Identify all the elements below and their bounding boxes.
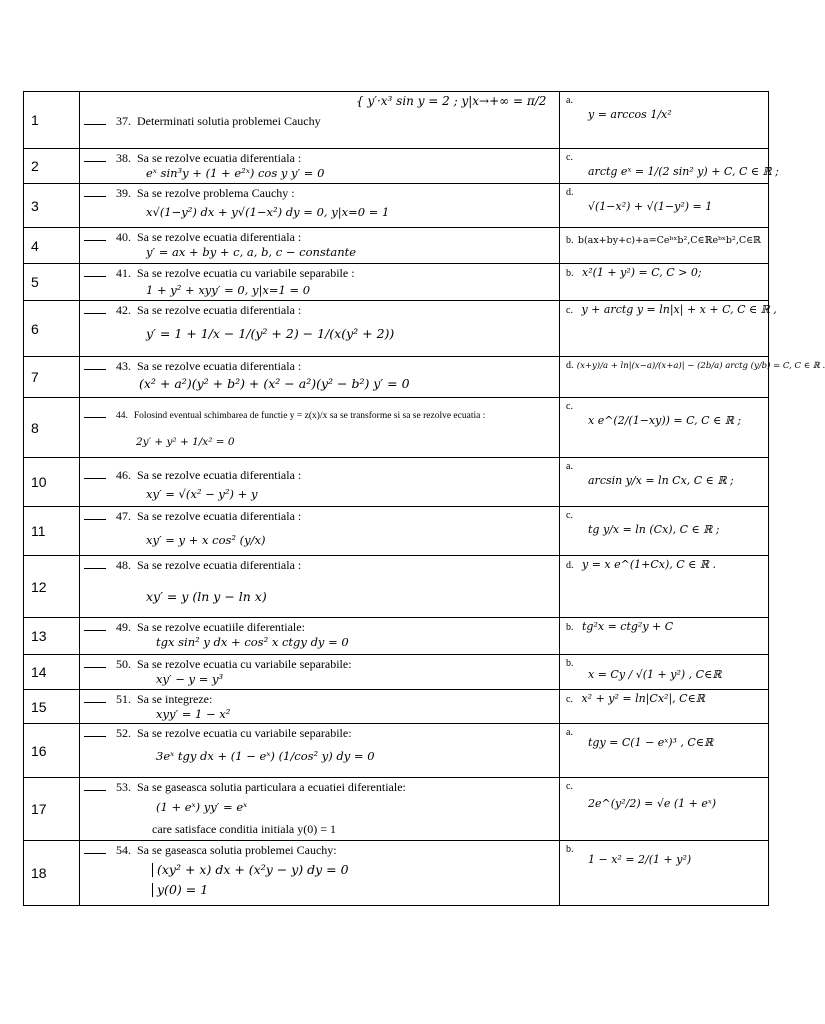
answer-cell <box>560 655 769 690</box>
problem-formula: y′ = ax + by + c, a, b, c − constante <box>146 245 357 259</box>
row-number: 11 <box>24 507 80 556</box>
row-number: 5 <box>24 264 80 301</box>
table-row <box>24 184 769 228</box>
answer-letter: a. <box>566 461 573 472</box>
problem-cell <box>80 690 560 724</box>
problem-text: Sa se rezolve ecuatia diferentiala : <box>137 151 302 165</box>
answer-blank[interactable] <box>84 621 106 631</box>
answer-blank[interactable] <box>84 844 106 854</box>
problem-text: Sa se gaseasca solutia particulara a ecuatiei diferentiale: <box>137 780 406 794</box>
problem-cell <box>80 149 560 184</box>
answer-letter: b. <box>566 844 574 855</box>
table-row <box>24 724 769 778</box>
problem-formula: xy′ = y (ln y − ln x) <box>146 589 267 604</box>
row-number: 1 <box>24 92 80 149</box>
problem-number: 52. <box>116 726 131 740</box>
problem-number: 37. <box>116 114 131 128</box>
problem-cell <box>80 618 560 655</box>
problem-formula: 2y′ + y² + 1/x² = 0 <box>136 436 235 448</box>
answer-cell <box>560 841 769 906</box>
problem-text: Sa se rezolve ecuatia diferentiala : <box>137 303 302 317</box>
row-number: 18 <box>24 841 80 906</box>
problem-cell <box>80 556 560 618</box>
problem-text: Sa se rezolve ecuatia diferentiala : <box>137 558 302 572</box>
problem-formula: (x² + a²)(y² + b²) + (x² − a²)(y² − b²) y′ = 0 <box>139 376 410 391</box>
problem-number: 43. <box>116 359 131 373</box>
answer-letter: d. <box>566 360 574 371</box>
problem-cell <box>80 398 560 458</box>
answer-cell <box>560 778 769 841</box>
answer-cell <box>560 507 769 556</box>
answer-blank[interactable] <box>84 360 106 370</box>
answer-letter: c. <box>566 694 573 705</box>
problem-number: 53. <box>116 780 131 794</box>
row-number: 4 <box>24 228 80 264</box>
problem-cell <box>80 301 560 357</box>
problem-cell <box>80 778 560 841</box>
answer-formula: tg y/x = ln (Cx), C ∈ ℝ ; <box>588 523 720 536</box>
answer-formula: 1 − x² = 2/(1 + y²) <box>588 853 692 866</box>
table-row <box>24 398 769 458</box>
row-number: 15 <box>24 690 80 724</box>
problem-formula: xyy′ = 1 − x² <box>156 707 231 721</box>
problem-number: 49. <box>116 620 131 634</box>
answer-formula: 2e^(y²/2) = √e (1 + eˣ) <box>588 797 717 810</box>
problem-text: Sa se gaseasca solutia problemei Cauchy: <box>137 843 337 857</box>
table-row <box>24 556 769 618</box>
answer-cell <box>560 458 769 507</box>
answer-letter: c. <box>566 305 573 316</box>
problem-text: Sa se rezolve ecuatiile diferentiale: <box>137 620 305 634</box>
table-row <box>24 357 769 398</box>
problem-formula: eˣ sin³y + (1 + e²ˣ) cos y y′ = 0 <box>146 166 325 180</box>
row-number: 2 <box>24 149 80 184</box>
table-row <box>24 778 769 841</box>
answer-cell <box>560 228 769 264</box>
answer-formula: y = arccos 1/x² <box>588 108 672 121</box>
problem-formula: xy′ = y + x cos² (y/x) <box>146 533 266 547</box>
answer-cell <box>560 301 777 357</box>
answer-cell <box>560 92 769 149</box>
table-row <box>24 264 769 301</box>
problem-cell <box>80 357 560 398</box>
table-row <box>24 841 769 906</box>
problem-text: Folosind eventual schimbarea de functie y = z(x)/x sa se transforme si sa se rezolve ecuatia : <box>133 411 486 421</box>
exercise-sheet <box>23 91 825 906</box>
problem-number: 40. <box>116 230 131 244</box>
answer-formula: x² + y² = ln|Cx²|, C∈ℝ <box>581 692 705 705</box>
answer-letter: c. <box>566 781 573 792</box>
answer-blank[interactable] <box>84 115 106 125</box>
problem-formula: xy′ = √(x² − y²) + y <box>146 487 258 501</box>
problem-formula: { y′·x³ sin y = 2 ; y|x→+∞ = π/2 <box>356 94 547 108</box>
answer-letter: a. <box>566 95 573 106</box>
problem-formula: 3eˣ tgy dx + (1 − eˣ) (1/cos² y) dy = 0 <box>156 749 375 763</box>
answer-formula: y + arctg y = ln|x| + x + C, C ∈ ℝ , <box>581 303 777 316</box>
answer-blank[interactable] <box>84 658 106 668</box>
answer-blank[interactable] <box>84 267 106 277</box>
answer-cell <box>560 724 769 778</box>
problem-number: 39. <box>116 186 131 200</box>
answer-blank[interactable] <box>84 693 106 703</box>
answer-formula: arctg eˣ = 1/(2 sin² y) + C, C ∈ ℝ ; <box>588 165 779 178</box>
row-number: 12 <box>24 556 80 618</box>
answer-blank[interactable] <box>84 304 106 314</box>
row-number: 6 <box>24 301 80 357</box>
problem-initial-condition: y(0) = 1 <box>152 883 556 897</box>
answer-cell <box>560 264 769 301</box>
problem-text: Sa se rezolve ecuatia diferentiala : <box>137 509 302 523</box>
answer-formula: tgy = C(1 − eˣ)³ , C∈ℝ <box>588 736 714 749</box>
table-row <box>24 92 769 149</box>
answer-letter: c. <box>566 510 573 521</box>
problem-text: Determinati solutia problemei Cauchy <box>137 114 321 128</box>
answer-formula: x = Cy / √(1 + y²) , C∈ℝ <box>588 668 722 681</box>
table-row <box>24 507 769 556</box>
problem-cell <box>80 507 560 556</box>
problem-cell <box>80 655 560 690</box>
problem-formula: y′ = 1 + 1/x − 1/(y² + 2) − 1/(x(y² + 2)) <box>146 326 395 341</box>
answer-letter: d. <box>566 560 574 571</box>
row-number: 3 <box>24 184 80 228</box>
answer-blank[interactable] <box>84 781 106 791</box>
answer-cell <box>560 556 769 618</box>
answer-letter: b. <box>566 658 574 669</box>
problem-formula: 1 + y² + xyy′ = 0, y|x=1 = 0 <box>146 283 311 297</box>
row-number: 17 <box>24 778 80 841</box>
table-row <box>24 618 769 655</box>
problem-cell <box>80 264 560 301</box>
row-number: 13 <box>24 618 80 655</box>
problem-number: 41. <box>116 266 131 280</box>
answer-letter: a. <box>566 727 573 738</box>
answer-formula: x²(1 + y²) = C, C > 0; <box>582 266 702 279</box>
problem-cell <box>80 724 560 778</box>
answer-blank[interactable] <box>84 231 106 241</box>
answer-blank[interactable] <box>84 408 106 418</box>
row-number: 16 <box>24 724 80 778</box>
problem-text: Sa se rezolve ecuatia diferentiala : <box>137 468 302 482</box>
table-row <box>24 301 769 357</box>
problem-formula: (1 + eˣ) yy′ = eˣ <box>156 800 248 814</box>
answer-letter: d. <box>566 187 574 198</box>
problem-text: Sa se rezolve ecuatia cu variabile separabile: <box>137 726 352 740</box>
problem-formula: x√(1−y²) dx + y√(1−x²) dy = 0, y|x=0 = 1 <box>146 205 390 219</box>
problem-condition: care satisface conditia initiala y(0) = 1 <box>152 822 337 836</box>
problem-formula: (xy² + x) dx + (x²y − y) dy = 0 <box>152 863 556 877</box>
answer-formula: arcsin y/x = ln Cx, C ∈ ℝ ; <box>588 474 734 487</box>
problem-number: 50. <box>116 657 131 671</box>
problem-text: Sa se integreze: <box>137 692 213 706</box>
problem-text: Sa se rezolve ecuatia diferentiala : <box>137 359 302 373</box>
answer-letter: c. <box>566 401 573 412</box>
answer-cell <box>560 398 769 458</box>
table-row <box>24 228 769 264</box>
problem-text: Sa se rezolve ecuatia cu variabile separabile : <box>137 266 355 280</box>
problem-number: 51. <box>116 692 131 706</box>
problem-number: 47. <box>116 509 131 523</box>
problem-cell <box>80 92 560 149</box>
problem-text: Sa se rezolve ecuatia cu variabile separabile: <box>137 657 352 671</box>
answer-cell <box>560 618 769 655</box>
answer-letter: c. <box>566 152 573 163</box>
answer-cell <box>560 149 779 184</box>
answer-formula: y = x e^(1+Cx), C ∈ ℝ . <box>582 558 716 571</box>
answer-blank[interactable] <box>84 469 106 479</box>
problem-cell <box>80 184 560 228</box>
row-number: 8 <box>24 398 80 458</box>
answer-formula: b(ax+by+c)+a=Ceᵇˣb²,C∈ℝeᵇˣb²,C∈ℝ <box>577 235 762 246</box>
answer-formula: (x+y)/a + ln|(x−a)/(x+a)| − (2b/a) arctg (y/b) = C, C ∈ ℝ . <box>576 361 825 371</box>
problem-cell <box>80 228 560 264</box>
answer-letter: b. <box>566 235 574 246</box>
problem-text: Sa se rezolve ecuatia diferentiala : <box>137 230 302 244</box>
exercise-table <box>23 91 825 906</box>
problem-cell <box>80 841 560 906</box>
row-number: 14 <box>24 655 80 690</box>
problem-text: Sa se rezolve problema Cauchy : <box>137 186 295 200</box>
problem-number: 44. <box>116 411 128 421</box>
table-row <box>24 655 769 690</box>
problem-cell <box>80 458 560 507</box>
table-row <box>24 149 769 184</box>
problem-number: 42. <box>116 303 131 317</box>
answer-formula: √(1−x²) + √(1−y²) = 1 <box>588 200 713 213</box>
answer-blank[interactable] <box>84 152 106 162</box>
problem-number: 54. <box>116 843 131 857</box>
answer-formula: tg²x = ctg²y + C <box>582 620 674 633</box>
table-row <box>24 690 769 724</box>
answer-letter: b. <box>566 622 574 633</box>
answer-blank[interactable] <box>84 559 106 569</box>
row-number: 10 <box>24 458 80 507</box>
table-row <box>24 458 769 507</box>
problem-formula: xy′ − y = y³ <box>156 672 224 686</box>
answer-cell <box>560 690 769 724</box>
row-number: 7 <box>24 357 80 398</box>
answer-cell <box>560 184 769 228</box>
answer-blank[interactable] <box>84 187 106 197</box>
answer-formula: x e^(2/(1−xy)) = C, C ∈ ℝ ; <box>588 414 742 427</box>
answer-cell <box>560 357 825 398</box>
answer-blank[interactable] <box>84 727 106 737</box>
problem-number: 38. <box>116 151 131 165</box>
problem-number: 48. <box>116 558 131 572</box>
problem-formula: tgx sin² y dx + cos² x ctgy dy = 0 <box>156 635 349 649</box>
answer-letter: b. <box>566 268 574 279</box>
answer-blank[interactable] <box>84 510 106 520</box>
problem-number: 46. <box>116 468 131 482</box>
